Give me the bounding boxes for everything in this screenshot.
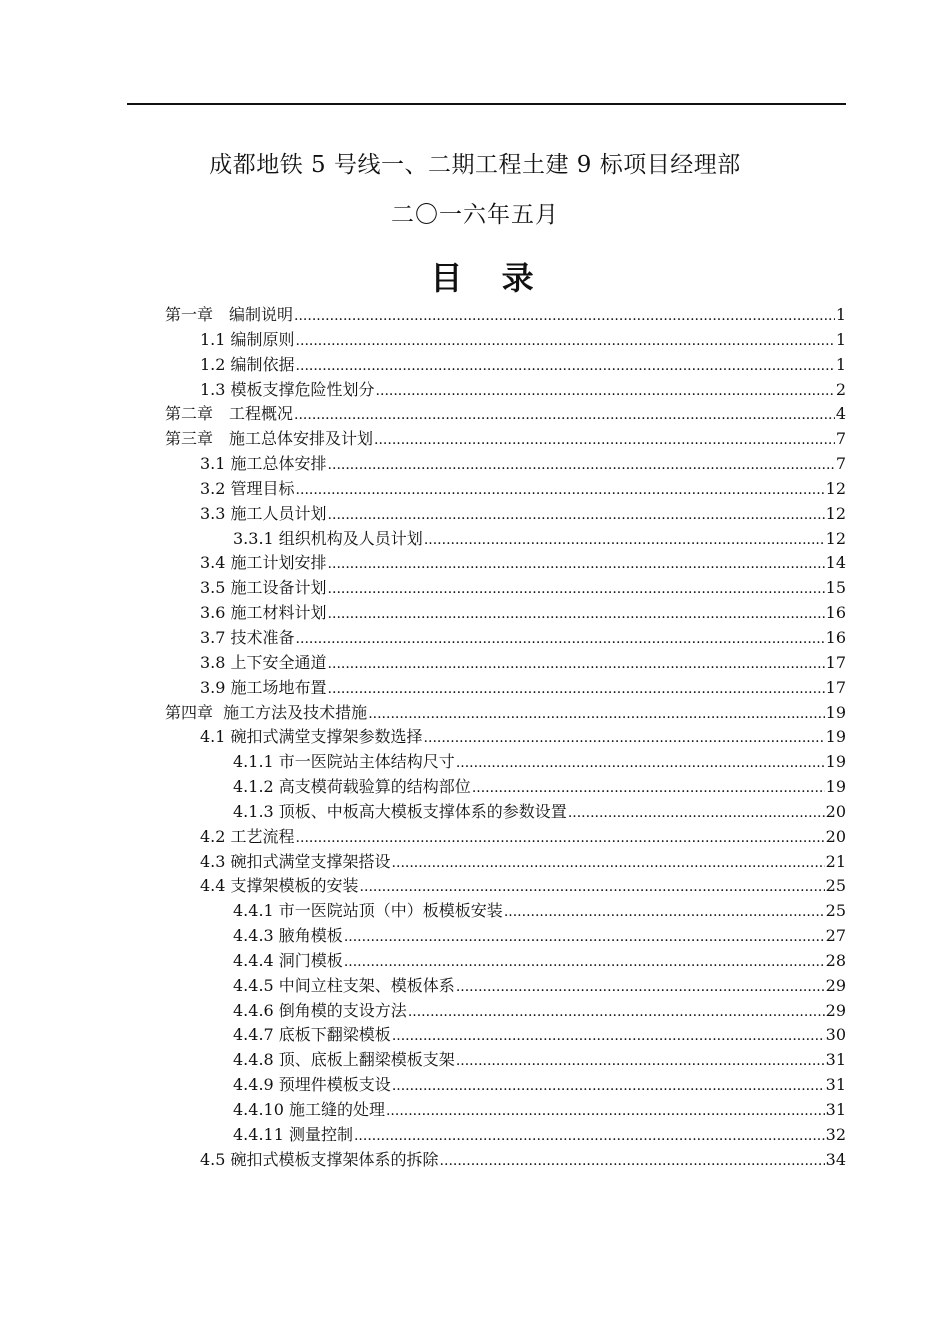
toc-page-number: 25	[825, 876, 846, 896]
toc-dot-leader	[568, 801, 825, 826]
toc-entry-title: 3.2 管理目标	[200, 478, 295, 498]
toc-dot-leader	[368, 702, 824, 727]
toc-entry[interactable]	[165, 825, 846, 850]
toc-entry-title: 3.9 施工场地布置	[200, 677, 327, 697]
toc-dot-leader	[456, 975, 825, 1000]
toc-page-number: 1	[835, 305, 846, 324]
toc-page-number: 16	[825, 603, 846, 623]
toc-entry-title: 4.4.4 洞门模板	[233, 950, 343, 970]
toc-entry-title: 4.4.5 中间立柱支架、模板体系	[233, 975, 455, 995]
toc-entry[interactable]	[165, 303, 846, 328]
toc-page-number: 31	[825, 1050, 846, 1070]
toc-dot-leader	[294, 403, 835, 428]
toc-entry-title: 第三章 施工总体安排及计划	[165, 429, 374, 449]
toc-entry-title: 3.4 施工计划安排	[200, 553, 327, 573]
toc-page-number: 7	[835, 429, 846, 449]
toc-page-number: 19	[825, 702, 846, 722]
toc-dot-leader	[344, 950, 825, 975]
toc-page-number: 21	[825, 851, 846, 871]
toc-entry[interactable]	[165, 601, 846, 626]
toc-entry-title: 3.1 施工总体安排	[200, 454, 327, 474]
toc-page-number: 17	[825, 652, 846, 672]
toc-entry[interactable]	[165, 328, 846, 353]
toc-entry[interactable]	[165, 378, 846, 403]
toc-dot-leader	[296, 329, 835, 354]
toc-dot-leader	[328, 552, 825, 577]
toc-dot-leader	[440, 1149, 825, 1174]
toc-entry[interactable]	[165, 402, 846, 427]
toc-entry-title: 4.4.7 底板下翻梁模板	[233, 1025, 391, 1045]
toc-page-number: 12	[825, 528, 846, 548]
toc-page-number: 17	[825, 677, 846, 697]
toc-entry-title: 3.3.1 组织机构及人员计划	[233, 528, 423, 548]
toc-entry[interactable]	[165, 701, 846, 726]
toc-page-number: 19	[825, 752, 846, 772]
toc-entry[interactable]	[165, 626, 846, 651]
toc-entry[interactable]	[165, 949, 846, 974]
toc-dot-leader	[408, 1000, 825, 1025]
toc-dot-leader	[424, 726, 825, 751]
toc-entry-title: 1.3 模板支撑危险性划分	[200, 379, 375, 399]
toc-entry[interactable]	[165, 1148, 846, 1173]
toc-entry-title: 4.4.11 测量控制	[233, 1124, 353, 1144]
toc-entry[interactable]	[165, 775, 846, 800]
toc-page-number: 32	[825, 1124, 846, 1144]
toc-entry[interactable]	[165, 999, 846, 1024]
toc-entry-title: 4.4.10 施工缝的处理	[233, 1100, 385, 1119]
toc-entry[interactable]	[165, 651, 846, 676]
toc-entry[interactable]	[165, 576, 846, 601]
toc-entry[interactable]	[165, 750, 846, 775]
toc-page-number: 20	[825, 801, 846, 821]
toc-entry[interactable]	[165, 1048, 846, 1073]
toc-page-number: 27	[825, 926, 846, 946]
toc-dot-leader	[294, 304, 835, 329]
toc-dot-leader	[344, 925, 825, 950]
toc-dot-leader	[392, 1074, 825, 1099]
toc-entry-title: 3.3 施工人员计划	[200, 503, 327, 523]
toc-dot-leader	[328, 503, 825, 528]
toc-entry-title: 3.5 施工设备计划	[200, 578, 327, 598]
toc-dot-leader	[328, 677, 825, 702]
toc-entry-title: 4.4.8 顶、底板上翻梁模板支架	[233, 1050, 455, 1070]
toc-entry[interactable]	[165, 427, 846, 452]
toc-page-number: 30	[825, 1025, 846, 1045]
toc-entry-title: 1.1 编制原则	[200, 329, 295, 349]
toc-entry[interactable]	[165, 974, 846, 999]
toc-entry[interactable]	[165, 1098, 846, 1123]
toc-dot-leader	[360, 875, 825, 900]
toc-entry-title: 4.2 工艺流程	[200, 826, 295, 846]
toc-entry-title: 第一章 编制说明	[165, 305, 294, 324]
toc-dot-leader	[472, 776, 825, 801]
toc-title: 目 录	[430, 259, 548, 297]
toc-page-number: 15	[825, 578, 846, 598]
toc-entry[interactable]	[165, 924, 846, 949]
toc-entry-title: 4.1.3 顶板、中板高大模板支撑体系的参数设置	[233, 801, 567, 821]
toc-page-number: 20	[825, 826, 846, 846]
toc-page-number: 29	[825, 1000, 846, 1020]
toc-page-number: 19	[825, 727, 846, 747]
toc-entry-title: 1.2 编制依据	[200, 354, 295, 374]
toc-entry-title: 第二章 工程概况	[165, 404, 294, 424]
toc-page-number: 4	[835, 404, 846, 424]
toc-dot-leader	[392, 1024, 825, 1049]
toc-page-number: 28	[825, 950, 846, 970]
toc-entry[interactable]	[165, 899, 846, 924]
toc-entry[interactable]	[165, 676, 846, 701]
toc-entry[interactable]	[165, 353, 846, 378]
toc-dot-leader	[296, 478, 825, 503]
document-date: 二〇一六年五月	[391, 202, 559, 228]
toc-entry[interactable]	[165, 874, 846, 899]
toc-entry-title: 4.5 碗扣式模板支撑架体系的拆除	[200, 1149, 439, 1169]
toc-dot-leader	[376, 379, 835, 404]
toc-entry-title: 3.8 上下安全通道	[200, 652, 327, 672]
toc-entry[interactable]	[165, 725, 846, 750]
toc-dot-leader	[328, 602, 825, 627]
toc-dot-leader	[328, 577, 825, 602]
toc-entry[interactable]	[165, 800, 846, 825]
toc-entry-title: 4.4.9 预埋件模板支设	[233, 1075, 391, 1095]
toc-dot-leader	[392, 851, 825, 876]
toc-page-number: 14	[825, 553, 846, 573]
toc-page-number: 1	[835, 329, 846, 349]
toc-entry[interactable]	[165, 1123, 846, 1148]
toc-entry[interactable]	[165, 850, 846, 875]
toc-entry[interactable]	[165, 1073, 846, 1098]
toc-entry-title: 4.3 碗扣式满堂支撑架搭设	[200, 851, 391, 871]
toc-dot-leader	[328, 453, 835, 478]
toc-page-number: 29	[825, 975, 846, 995]
table-of-contents	[165, 303, 846, 1173]
toc-dot-leader	[374, 428, 835, 453]
toc-entry-title: 3.7 技术准备	[200, 627, 295, 647]
toc-entry[interactable]	[165, 477, 846, 502]
toc-entry-title: 4.4.1 市一医院站顶（中）板模板安装	[233, 901, 503, 921]
toc-entry-title: 3.6 施工材料计划	[200, 603, 327, 623]
organization-name: 成都地铁 5 号线一、二期工程土建 9 标项目经理部	[209, 152, 741, 178]
toc-entry[interactable]	[165, 527, 846, 552]
toc-dot-leader	[328, 652, 825, 677]
toc-entry-title: 4.4.3 腋角模板	[233, 926, 343, 946]
toc-entry-title: 4.1.2 高支模荷载验算的结构部位	[233, 777, 471, 797]
toc-entry[interactable]	[165, 502, 846, 527]
toc-entry-title: 4.4 支撑架模板的安装	[200, 876, 359, 896]
toc-page-number: 12	[825, 503, 846, 523]
toc-dot-leader	[354, 1124, 825, 1149]
toc-dot-leader	[456, 1049, 825, 1074]
toc-entry-title: 第四章 施工方法及技术措施	[165, 702, 368, 722]
toc-page-number: 7	[835, 454, 846, 474]
toc-entry-title: 4.1.1 市一医院站主体结构尺寸	[233, 752, 455, 772]
toc-page-number: 25	[825, 901, 846, 921]
toc-page-number: 2	[835, 379, 846, 399]
toc-dot-leader	[424, 528, 825, 553]
toc-dot-leader	[504, 900, 825, 925]
toc-entry[interactable]	[165, 452, 846, 477]
toc-dot-leader	[386, 1099, 825, 1124]
toc-page-number: 31	[825, 1100, 846, 1119]
toc-dot-leader	[296, 627, 825, 652]
toc-page-number: 16	[825, 627, 846, 647]
toc-entry[interactable]	[165, 551, 846, 576]
toc-page-number: 12	[825, 478, 846, 498]
toc-dot-leader	[296, 826, 825, 851]
toc-page-number: 19	[825, 777, 846, 797]
toc-page-number: 31	[825, 1075, 846, 1095]
toc-page-number: 1	[835, 354, 846, 374]
toc-page-number: 34	[825, 1149, 846, 1169]
toc-dot-leader	[456, 751, 825, 776]
toc-dot-leader	[296, 354, 835, 379]
toc-entry-title: 4.4.6 倒角模的支设方法	[233, 1000, 407, 1020]
header-rule	[127, 103, 846, 105]
toc-entry-title: 4.1 碗扣式满堂支撑架参数选择	[200, 727, 423, 747]
toc-entry[interactable]	[165, 1023, 846, 1048]
